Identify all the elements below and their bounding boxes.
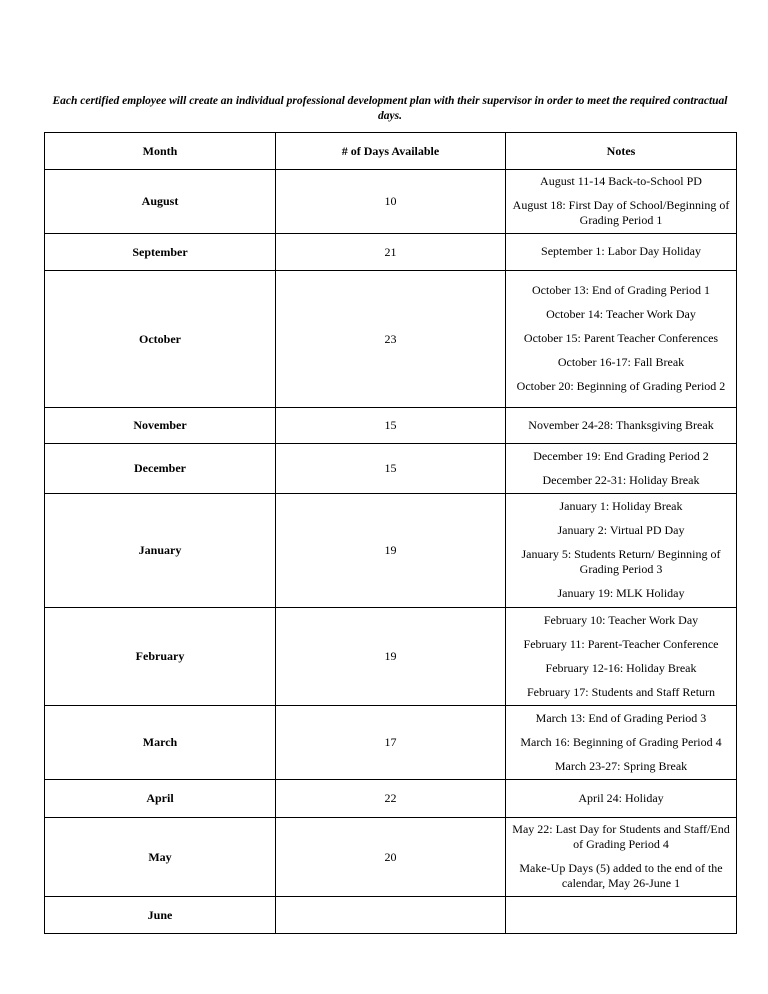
days-available-cell: 15	[276, 444, 506, 494]
month-cell: December	[45, 444, 276, 494]
note-entry: May 22: Last Day for Students and Staff/End of Grading Period 4	[512, 822, 730, 851]
note-entry: April 24: Holiday	[578, 790, 664, 805]
month-cell: October	[45, 271, 276, 408]
table-row	[45, 494, 737, 608]
notes-cell	[506, 780, 737, 818]
note-entry: January 5: Students Return/ Beginning of Grading Period 3	[521, 547, 721, 576]
note-entry: August 18: First Day of School/Beginning of Grading Period 1	[512, 198, 730, 227]
table-row	[45, 170, 737, 234]
month-cell: March	[45, 706, 276, 780]
notes-cell	[506, 608, 737, 706]
month-cell: November	[45, 408, 276, 444]
table-row	[45, 608, 737, 706]
note-entry: March 23-27: Spring Break	[554, 758, 688, 773]
table-body	[45, 170, 737, 934]
notes-cell	[506, 234, 737, 271]
note-entry: September 1: Labor Day Holiday	[541, 244, 701, 258]
days-available-cell: 19	[276, 494, 506, 608]
days-available-cell: 17	[276, 706, 506, 780]
days-available-cell: 23	[276, 271, 506, 408]
notes-cell	[506, 706, 737, 780]
note-entry: November 24-28: Thanksgiving Break	[528, 417, 714, 432]
table-row	[45, 444, 737, 494]
month-cell: January	[45, 494, 276, 608]
note-entry: October 16-17: Fall Break	[557, 355, 685, 369]
note-entry: February 10: Teacher Work Day	[543, 612, 699, 627]
table-header-row	[45, 133, 737, 170]
table-row	[45, 780, 737, 818]
month-cell: May	[45, 818, 276, 897]
days-available-cell: 19	[276, 608, 506, 706]
column-header-days-available: # of Days Available	[276, 133, 506, 170]
month-cell: August	[45, 170, 276, 234]
note-entry: February 17: Students and Staff Return	[526, 684, 716, 699]
table-row	[45, 706, 737, 780]
table-row	[45, 408, 737, 444]
note-entry: March 13: End of Grading Period 3	[535, 710, 707, 725]
notes-cell	[506, 897, 737, 934]
notes-cell	[506, 170, 737, 234]
note-entry: October 14: Teacher Work Day	[546, 307, 696, 321]
days-available-cell: 10	[276, 170, 506, 234]
notes-cell	[506, 271, 737, 408]
note-entry: October 20: Beginning of Grading Period 2	[516, 379, 726, 393]
days-available-cell: 15	[276, 408, 506, 444]
table-row	[45, 897, 737, 934]
note-entry: December 19: End Grading Period 2	[533, 448, 709, 463]
note-entry: October 13: End of Grading Period 1	[532, 283, 710, 297]
notes-cell	[506, 818, 737, 897]
professional-development-days-table	[44, 132, 737, 934]
note-entry: February 12-16: Holiday Break	[545, 660, 697, 675]
note-entry: February 11: Parent-Teacher Conference	[523, 636, 719, 651]
days-available-cell: 21	[276, 234, 506, 271]
intro-statement: Each certified employee will create an individual professional development plan with their supervisor in order to meet the required contractual days.	[52, 95, 728, 122]
note-entry: August 11-14 Back-to-School PD	[540, 174, 702, 188]
table-row	[45, 818, 737, 897]
notes-cell	[506, 444, 737, 494]
column-header-notes: Notes	[506, 133, 737, 170]
table-row	[45, 234, 737, 271]
month-cell: February	[45, 608, 276, 706]
days-available-cell: 22	[276, 780, 506, 818]
table-row	[45, 271, 737, 408]
column-header-month: Month	[45, 133, 276, 170]
note-entry: January 19: MLK Holiday	[557, 586, 685, 600]
note-entry: December 22-31: Holiday Break	[542, 472, 700, 487]
notes-cell	[506, 408, 737, 444]
notes-cell	[506, 494, 737, 608]
note-entry: October 15: Parent Teacher Conferences	[523, 331, 719, 345]
days-available-cell: 20	[276, 818, 506, 897]
month-cell: June	[45, 897, 276, 934]
note-entry: January 1: Holiday Break	[559, 499, 683, 513]
month-cell: April	[45, 780, 276, 818]
month-cell: September	[45, 234, 276, 271]
days-available-cell	[276, 897, 506, 934]
note-entry: January 2: Virtual PD Day	[557, 523, 685, 537]
note-entry: March 16: Beginning of Grading Period 4	[520, 734, 722, 749]
note-entry: Make-Up Days (5) added to the end of the calendar, May 26-June 1	[519, 861, 723, 890]
